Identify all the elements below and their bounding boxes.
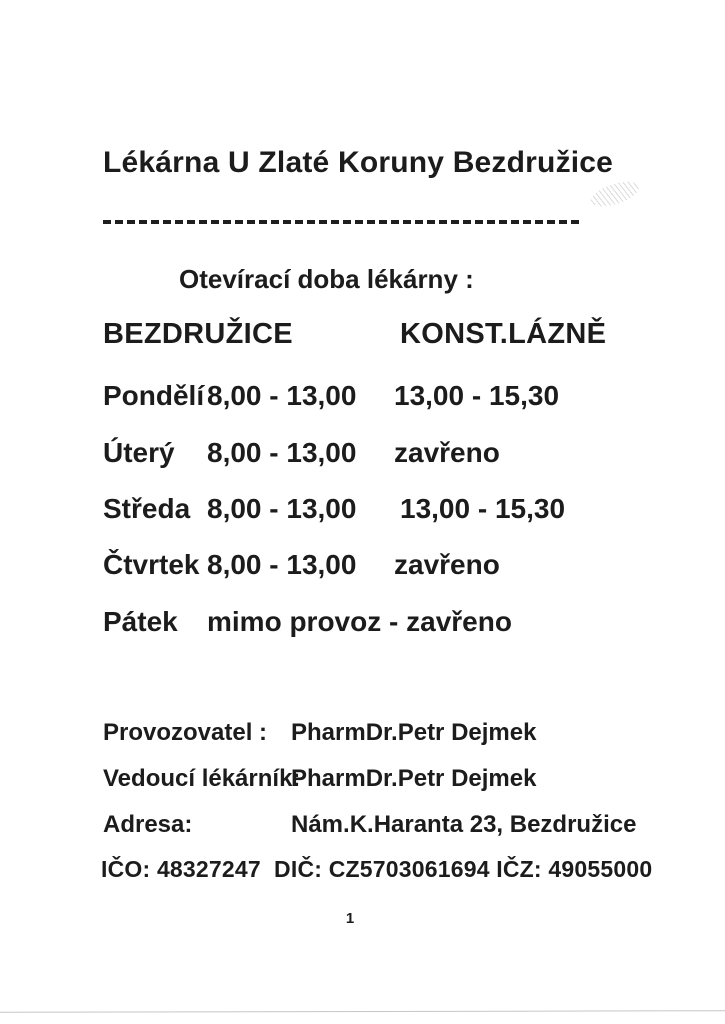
detail-row-address [103, 811, 663, 845]
detail-row-operator [103, 719, 663, 753]
schedule-row-friday [103, 606, 663, 646]
operator-value: PharmDr.Petr Dejmek [291, 719, 537, 746]
day-label: Čtvrtek [103, 549, 200, 580]
hours-bezdruzice: 8,00 - 13,00 [207, 493, 357, 524]
day-label: Pátek [103, 606, 178, 637]
hours-bezdruzice: 8,00 - 13,00 [207, 549, 357, 580]
hours-konst-lazne: 13,00 - 15,30 [400, 493, 566, 524]
scan-smudge-artifact [588, 177, 642, 211]
hours-bezdruzice: 8,00 - 13,00 [207, 437, 357, 468]
page-number: 1 [345, 910, 355, 927]
day-label: Pondělí [103, 380, 205, 411]
day-label: Středa [103, 493, 191, 524]
column-header-konst-lazne: KONST.LÁZNĚ [400, 318, 607, 350]
page-title: Lékárna U Zlaté Koruny Bezdružice [103, 146, 614, 179]
day-label: Úterý [103, 437, 175, 468]
hours-note: mimo provoz - zavřeno [207, 606, 512, 637]
schedule-row-thursday [103, 549, 663, 589]
hours-bezdruzice: 8,00 - 13,00 [207, 380, 357, 411]
head-pharmacist-label: Vedoucí lékárník: [103, 765, 301, 792]
hours-konst-lazne: 13,00 - 15,30 [394, 380, 560, 411]
hours-konst-lazne: zavřeno [394, 437, 500, 468]
hours-konst-lazne: zavřeno [394, 549, 500, 580]
dashed-divider [103, 220, 581, 224]
head-pharmacist-value: PharmDr.Petr Dejmek [291, 765, 537, 792]
schedule-header-row [103, 318, 663, 358]
operator-label: Provozovatel : [103, 719, 268, 746]
schedule-row-monday [103, 380, 663, 420]
detail-row-head-pharmacist [103, 765, 663, 799]
scan-edge-line [0, 1010, 725, 1013]
section-subtitle: Otevírací doba lékárny : [179, 264, 474, 294]
address-label: Adresa: [103, 811, 193, 838]
registry-numbers-line: IČO: 48327247 DIČ: CZ5703061694 IČZ: 49055000 [101, 856, 653, 882]
column-header-bezdruzice: BEZDRUŽICE [103, 318, 293, 350]
schedule-row-tuesday [103, 437, 663, 477]
address-value: Nám.K.Haranta 23, Bezdružice [291, 811, 637, 838]
schedule-row-wednesday [103, 493, 663, 533]
